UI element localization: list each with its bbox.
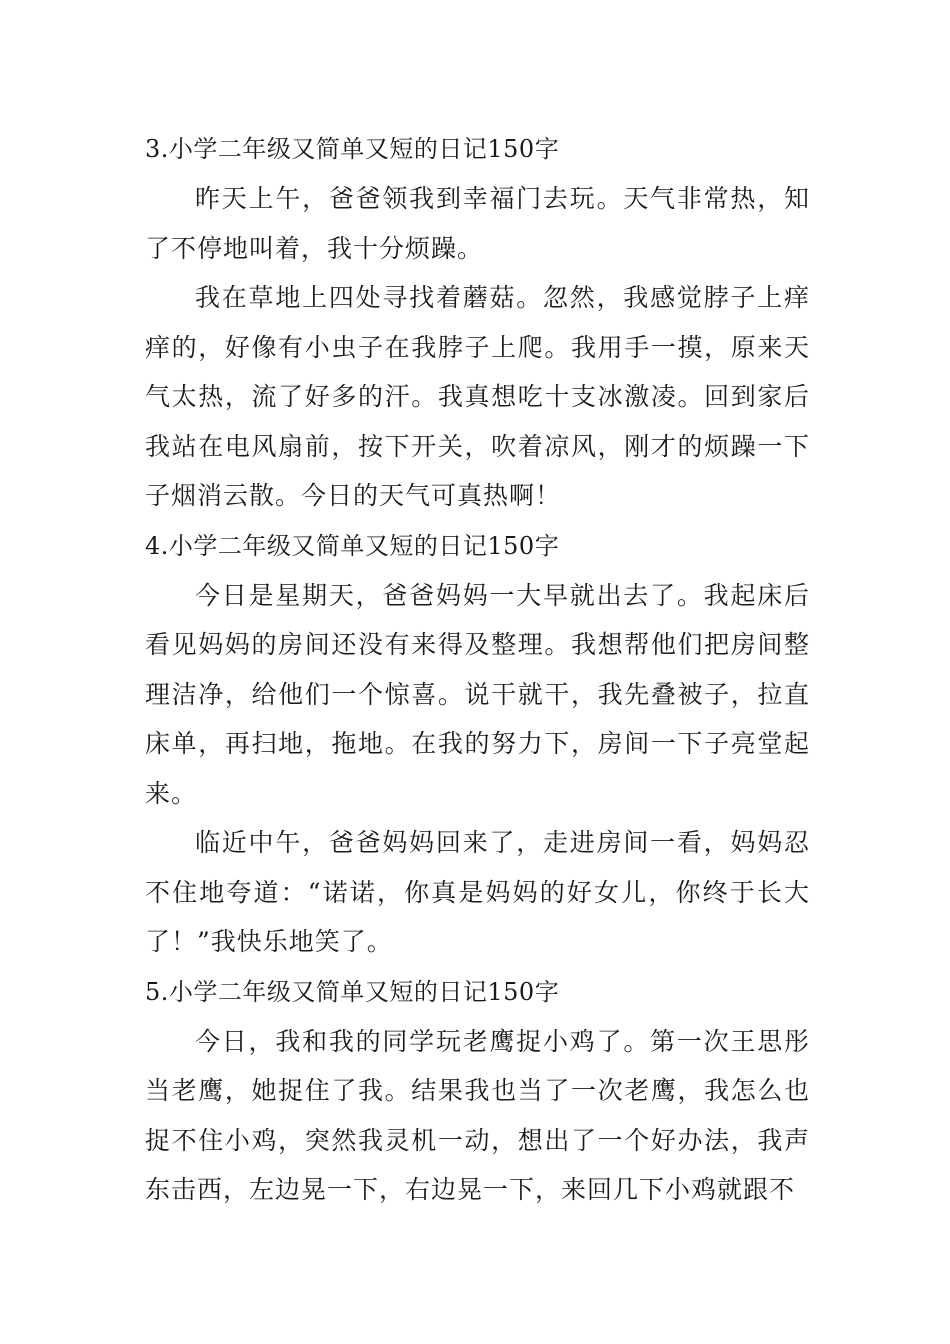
paragraph: 我在草地上四处寻找着蘑菇。忽然，我感觉脖子上痒痒的，好像有小虫子在我脖子上爬。我用手一摸，原来天气太热，流了好多的汗。我真想吃十支冰激凌。回到家后我站在电风扇前，按下开关，吹着凉风，刚才的烦躁一下子烟消云散。今日的天气可真热啊！ [145, 283, 810, 510]
diary-section-4 [145, 521, 810, 967]
diary-section-5 [145, 967, 810, 1215]
diary-section-3 [145, 124, 810, 521]
paragraph: 临近中午，爸爸妈妈回来了，走进房间一看，妈妈忍不住地夸道：“诺诺，你真是妈妈的好女儿，你终于长大了！”我快乐地笑了。 [145, 828, 810, 956]
document-page [145, 124, 810, 1215]
section-heading: 5.小学二年级又简单又短的日记150字 [145, 977, 560, 1006]
section-heading: 3.小学二年级又简单又短的日记150字 [145, 135, 560, 163]
section-heading: 4.小学二年级又简单又短的日记150字 [145, 531, 560, 560]
paragraph: 昨天上午，爸爸领我到幸福门去玩。天气非常热，知了不停地叫着，我十分烦躁。 [145, 184, 810, 263]
paragraph: 今日，我和我的同学玩老鹰捉小鸡了。第一次王思彤当老鹰，她捉住了我。结果我也当了一次老鹰，我怎么也捉不住小鸡，突然我灵机一动，想出了一个好办法，我声东击西，左边晃一下，右边晃一下，来回几下小鸡就跟不 [145, 1026, 810, 1204]
paragraph: 今日是星期天，爸爸妈妈一大早就出去了。我起床后看见妈妈的房间还没有来得及整理。我想帮他们把房间整理洁净，给他们一个惊喜。说干就干，我先叠被子，拉直床单，再扫地，拖地。在我的努力下，房间一下子亮堂起来。 [145, 580, 810, 808]
